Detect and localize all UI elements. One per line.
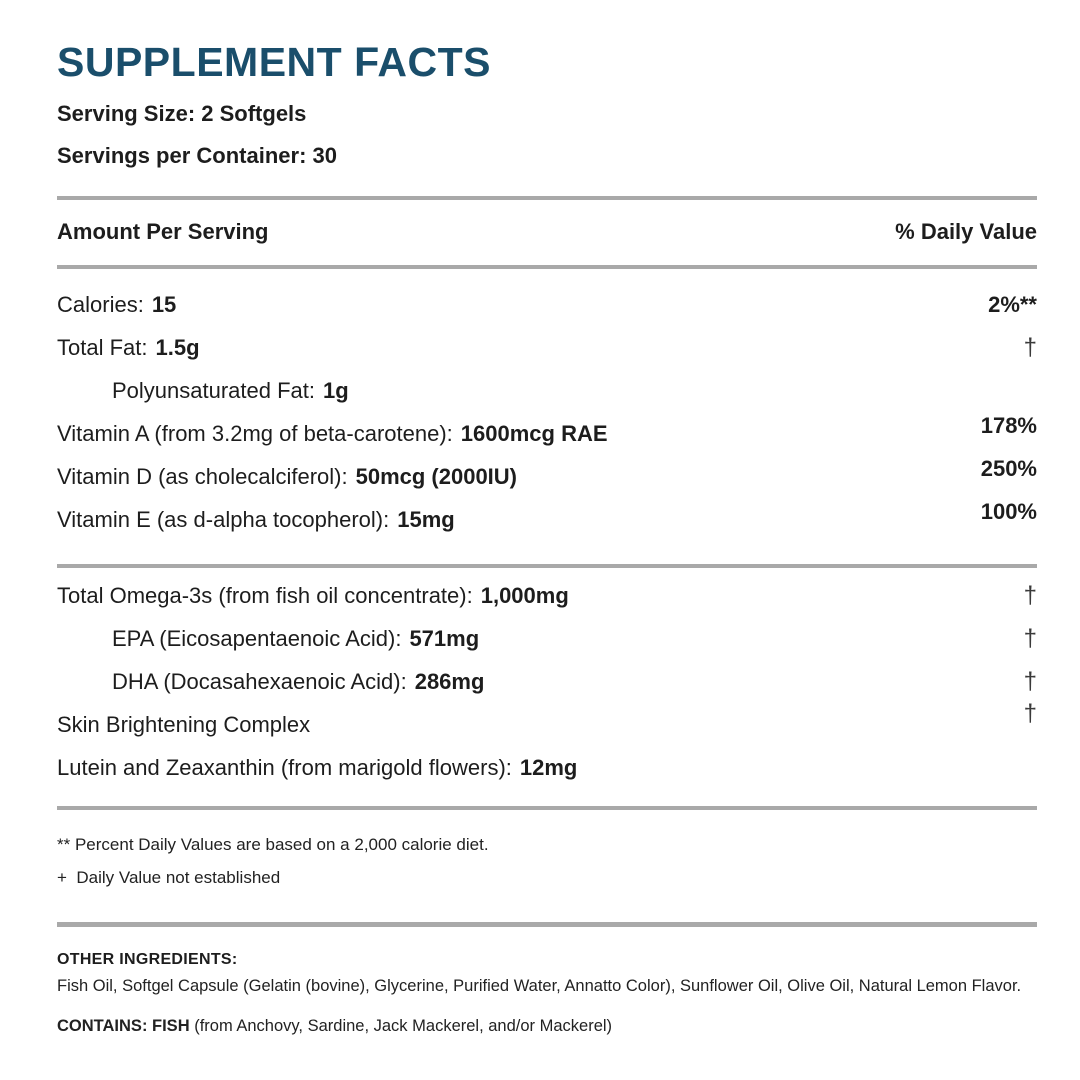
nutrient-section-main	[57, 269, 1037, 564]
nutrient-daily-value: †	[1023, 582, 1037, 609]
nutrient-label: Vitamin A (from 3.2mg of beta-carotene):	[57, 421, 453, 446]
other-ingredients-section	[57, 927, 1037, 1034]
nutrient-daily-value: †	[1023, 700, 1037, 727]
nutrient-amount: 12mg	[519, 755, 578, 780]
nutrient-row	[57, 670, 1037, 694]
other-ingredients-text: Fish Oil, Softgel Capsule (Gelatin (bovine), Glycerine, Purified Water, Annatto Color), Sunflower Oil, Olive Oil, Natural Lemon Flavor.	[57, 977, 1022, 995]
nutrient-row	[57, 379, 1037, 403]
nutrient-amount: 1.5g	[155, 335, 200, 360]
nutrient-row	[57, 700, 1037, 737]
amount-per-serving-header: Amount Per Serving	[57, 219, 269, 244]
serving-size: Serving Size: 2 Softgels	[57, 101, 307, 126]
nutrient-amount: 15mg	[397, 507, 455, 532]
nutrient-amount: 1,000mg	[480, 583, 569, 608]
contains-detail: (from Anchovy, Sardine, Jack Mackerel, and/or Mackerel)	[189, 1016, 613, 1035]
page-title: SUPPLEMENT FACTS	[57, 39, 491, 85]
nutrient-daily-value: †	[1023, 668, 1037, 695]
contains-statement	[57, 1018, 1037, 1035]
contains-allergen: CONTAINS: FISH	[57, 1016, 190, 1035]
nutrient-daily-value: †	[1023, 625, 1037, 652]
nutrient-row	[57, 499, 1037, 532]
nutrient-label: Vitamin D (as cholecalciferol):	[57, 464, 348, 489]
nutrient-row	[57, 584, 1037, 608]
nutrient-section-omega	[57, 568, 1037, 806]
nutrient-daily-value: †	[1023, 334, 1037, 361]
nutrient-label: Total Fat:	[57, 335, 148, 360]
nutrient-amount: 1g	[323, 378, 349, 403]
nutrient-amount: 1600mcg RAE	[460, 421, 608, 446]
daily-value-header: % Daily Value	[895, 219, 1037, 244]
nutrient-label: Lutein and Zeaxanthin (from marigold flowers):	[57, 755, 512, 780]
nutrient-label: Vitamin E (as d-alpha tocopherol):	[57, 507, 390, 532]
nutrient-daily-value: 100%	[980, 499, 1037, 524]
nutrient-row	[57, 336, 1037, 360]
nutrient-amount: 571mg	[409, 626, 480, 651]
nutrient-label: DHA (Docasahexaenoic Acid):	[112, 669, 407, 694]
nutrient-row	[57, 293, 1037, 317]
nutrient-amount: 286mg	[414, 669, 485, 694]
nutrient-row	[57, 413, 1037, 446]
footnote-daily-values: ** Percent Daily Values are based on a 2,000 calorie diet.	[57, 835, 489, 854]
nutrient-daily-value: 2%**	[988, 292, 1037, 317]
nutrient-row	[57, 756, 1037, 780]
servings-per-container: Servings per Container: 30	[57, 143, 337, 168]
nutrient-daily-value: 178%	[980, 413, 1037, 438]
other-ingredients-heading: OTHER INGREDIENTS:	[57, 951, 238, 968]
nutrient-label: Total Omega-3s (from fish oil concentrate):	[57, 583, 473, 608]
footnotes	[57, 810, 1037, 922]
nutrient-row	[57, 456, 1037, 489]
nutrient-row	[57, 627, 1037, 651]
nutrient-daily-value: 250%	[980, 456, 1037, 481]
nutrient-label: Skin Brightening Complex	[57, 712, 311, 737]
nutrient-label: EPA (Eicosapentaenoic Acid):	[112, 626, 402, 651]
footnote-not-established: + Daily Value not established	[57, 868, 281, 887]
nutrient-label: Calories:	[57, 292, 144, 317]
table-header	[57, 200, 1037, 265]
nutrient-amount: 50mcg (2000IU)	[355, 464, 518, 489]
nutrient-label: Polyunsaturated Fat:	[112, 378, 316, 403]
nutrient-amount: 15	[151, 292, 177, 317]
